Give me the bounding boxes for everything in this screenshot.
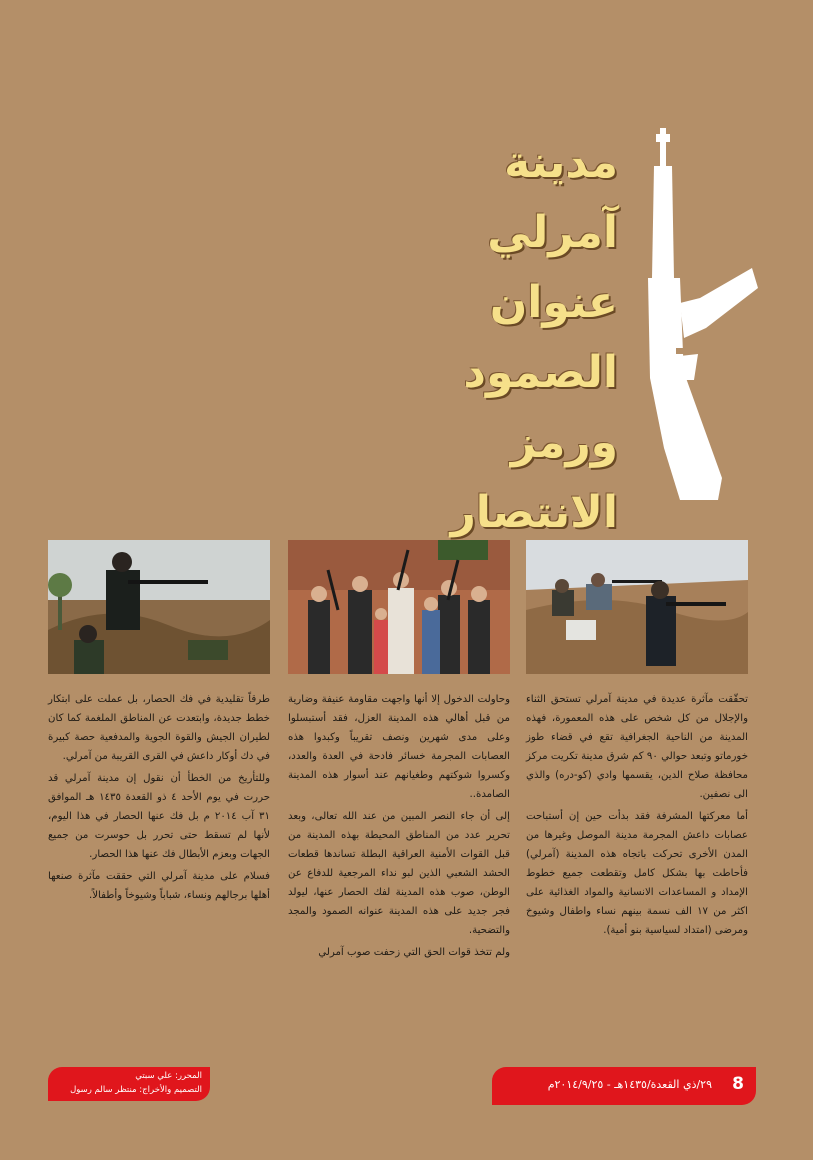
article-column-1 (526, 690, 748, 943)
title-line: الانتصار (450, 487, 618, 538)
article-column-3 (48, 690, 270, 908)
soldiers-on-berm-photo (526, 540, 748, 674)
footer-date-bar (492, 1067, 756, 1105)
armed-crowd-photo (288, 540, 510, 674)
title-line: مدينة (504, 137, 618, 188)
title-line: الصمود (463, 347, 618, 398)
issue-date: ٢٩/ذي القعدة/١٤٣٥هـ - ٢٠١٤/٩/٢٥م (547, 1078, 712, 1091)
paragraph: وحاولت الدخول إلا أنها واجهت مقاومة عنيفة وضارية من قبل أهالي هذه المدينة العزل، فقد أستبسلوا وعلى مدى شهرين ونصف تقريباً وكبدوا هذه العصابات المجرمة خسائر فادحة في العدة والعدد، وكسروا شوكتهم وطغيانهم عند أسوار هذه المدينة الصامدة.. (288, 694, 510, 800)
paragraph: وللتأريخ من الخطأ أن نقول إن مدينة آمرلي قد حررت في يوم الأحد ٤ ذو القعدة ١٤٣٥ هـ الموافق ٣١ آب ٢٠١٤ م بل فك عنها الحصار في هذا اليوم، لأنها لم تسقط حتى تحرر بل حوسرت من جميع الجهات وبعزم الأبطال فك عنها هذا الحصار. (48, 773, 271, 860)
editor-credit: المحرر: علي سبتي (135, 1071, 202, 1081)
paragraph: فسلام على مدينة آمرلي التي حققت مآثرة صنعها أهلها برجالهم ونساء، شباباً وشيوخاً وأطفالاً. (48, 871, 270, 901)
paragraph: أما معركتها المشرفة فقد بدأت حين إن أستباحت عصابات داعش المجرمة مدينة الموصل وغيرها من المدن الأخرى تحركت باتجاه هذه المدينة (آمرلي) فأحاطت بها بشكل كامل وتقطعت جميع خطوط الإمداد و المساعدات الانسانية والمواد الغذائية على اكثر من ١٧ الف نسمة بينهم نساء واطفال وشيوخ ومرضى (امتداد لسياسية بنو أمية). (526, 811, 748, 936)
paragraph: تحقّقت مآثرة عديدة في مدينة آمرلي تستحق الثناء والإجلال من كل شخص على هذه المعمورة، فهذه المدينة من الناحية الجغرافية تقع في قضاء طوز خورماتو وتبعد حوالي ٩٠ كم شرق مدينة تكريت مركز محافظة صلاح الدين، يقسمها وادي (كو-دره) والذي الى نصفين. (526, 694, 748, 800)
paragraph: طرقاً تقليدية في فك الحصار، بل عملت على ابتكار خطط جديدة، وابتعدت عن المناطق الملغمة كما كان لطيران الجيش والقوة الجوية والمدفعية حصة كبيرة في دك أوكار داعش في القرى القريبة من آمرلي. (48, 694, 270, 762)
paragraph: ولم تتخذ قوات الحق التي زحفت صوب آمرلي (318, 947, 510, 958)
design-credit: التصميم والأخراج: منتظر سالم رسول (70, 1085, 202, 1095)
rifle-icon (640, 128, 760, 508)
title-line: عنوان (489, 277, 618, 328)
article-column-2 (288, 690, 510, 965)
article-title (318, 128, 618, 548)
title-line: ورمز (510, 417, 618, 468)
footer-credits-bar (48, 1067, 210, 1101)
gunner-on-hill-photo (48, 540, 270, 674)
page-number: 8 (732, 1074, 744, 1094)
title-line: آمرلي (487, 207, 618, 258)
paragraph: إلى أن جاء النصر المبين من عند الله تعالى، وبعد تحرير عدد من المناطق المحيطة بهذه المدينة من قبل القوات الأمنية العراقية البطلة تساندها قطعات الحشد الشعبي الذين لبو نداء المرجعية للدفاع عن الوطن، صوب هذه المدينة لفك الحصار عنها، ليولد فجر جديد على هذه المدينة عنوانه الصمود والمجد والتضحية. (288, 811, 510, 936)
